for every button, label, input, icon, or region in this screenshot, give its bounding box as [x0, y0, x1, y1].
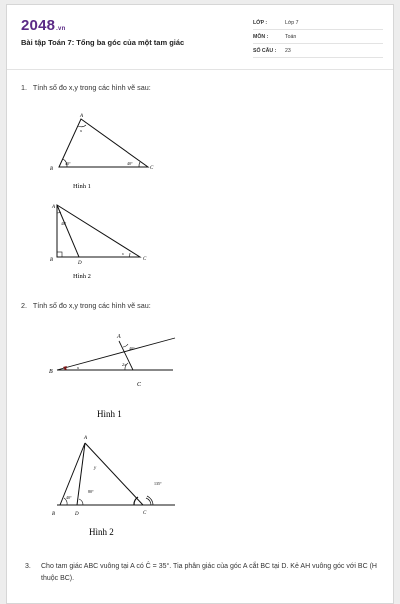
vertex-b-label: B	[52, 512, 56, 517]
figure-caption: Hình 1	[73, 183, 91, 190]
question-text: Tính số đo x,y trong các hình vẽ sau:	[32, 83, 151, 92]
question-text: Tính số đo x,y trong các hình vẽ sau:	[32, 301, 151, 310]
angle-135-label: 135°	[154, 481, 162, 486]
figure-q2	[7, 5, 394, 604]
angle-40-label: 40°	[66, 495, 72, 500]
meta-value: Lớp 7	[285, 20, 299, 26]
angle-b-label: 40°	[65, 161, 71, 166]
document-title: Bài tập Toán 7: Tổng ba góc của một tam giác	[21, 38, 185, 47]
vertex-c-label: C	[143, 511, 147, 516]
vertex-a-label: A	[52, 205, 56, 210]
meta-value: Toán	[285, 34, 297, 40]
vertex-c-label: C	[150, 166, 154, 171]
meta-value: 23	[285, 48, 291, 54]
vertex-a-label: A	[80, 114, 84, 119]
site-logo[interactable]: 2048.vn	[21, 17, 66, 34]
document-sheet	[6, 4, 394, 604]
meta-key: SỐ CÂU :	[253, 48, 277, 54]
vertex-d-label: D	[78, 261, 82, 266]
vertex-c-label: C	[143, 257, 147, 262]
meta-key: LỚP :	[253, 20, 268, 26]
angle-x-label: x	[80, 128, 82, 133]
vertex-c-label: C	[137, 382, 142, 388]
figure-caption: Hình 2	[73, 273, 91, 280]
question-number: 2.	[21, 301, 27, 310]
question-number: 1.	[21, 83, 27, 92]
angle-a-label: 40°	[129, 346, 135, 351]
vertex-b-label: B	[49, 369, 53, 375]
question-number: 3.	[25, 563, 31, 570]
figure-caption: Hình 2	[89, 527, 114, 537]
angle-x-label: x	[77, 365, 79, 370]
angle-y-label: y	[94, 466, 97, 471]
angle-c-label: 40°	[127, 161, 133, 166]
angle-2x-label: 2x	[122, 362, 127, 367]
angle-a-label: 40°	[61, 222, 67, 226]
vertex-d-label: D	[75, 512, 79, 517]
vertex-b-label: B	[50, 167, 54, 172]
vertex-a-label: A	[84, 436, 88, 441]
figure-caption: Hình 1	[97, 409, 122, 419]
vertex-a-label: A	[117, 334, 121, 340]
vertex-b-label: B	[50, 258, 54, 263]
question-text: Cho tam giác ABC vuông tại A có Ĉ = 35°. Tia phân giác của góc A cắt BC tại D. Kẻ AH vuông góc với BC (H thuộc BC).	[41, 563, 377, 582]
meta-key: MÔN :	[253, 34, 269, 40]
angle-x-label: x	[122, 251, 124, 256]
angle-80-label: 80°	[88, 489, 94, 494]
